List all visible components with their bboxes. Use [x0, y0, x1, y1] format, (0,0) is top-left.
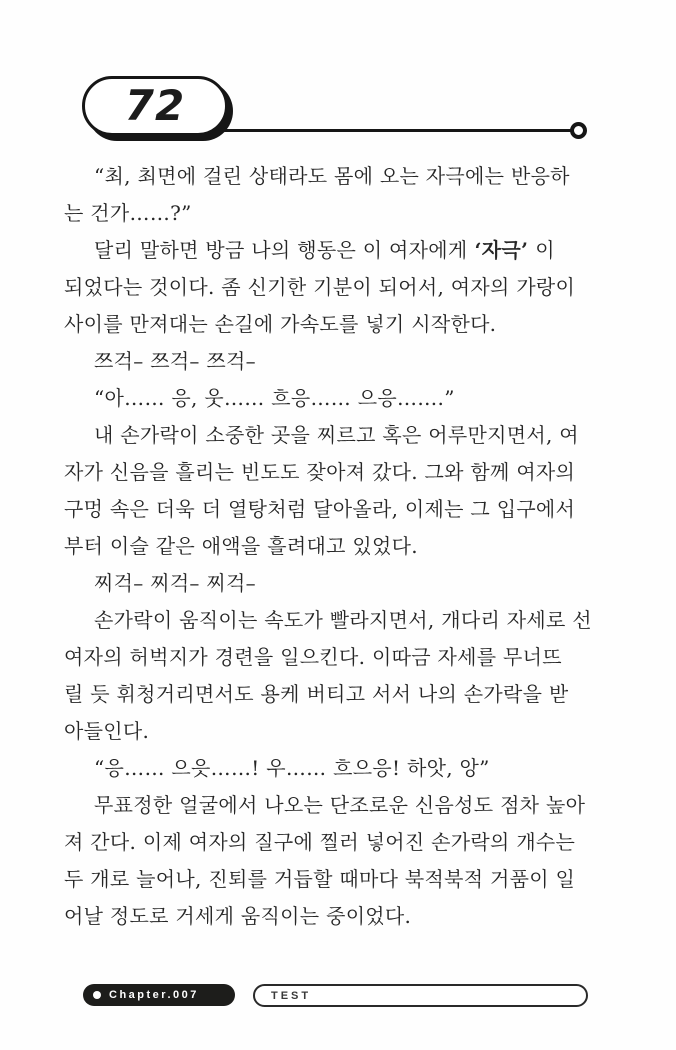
paragraph-dialogue — [64, 750, 612, 787]
text-line: “최, 최면에 걸린 상태라도 몸에 오는 자극에는 반응하 — [94, 164, 570, 188]
text-line: 손가락이 움직이는 속도가 빨라지면서, 개다리 자세로 선 — [94, 608, 592, 632]
text-line: 져 간다. 이제 여자의 질구에 찔러 넣어진 손가락의 개수는 — [64, 830, 576, 854]
header-rule-end-ring — [570, 122, 587, 139]
paragraph-narration — [64, 417, 612, 565]
body-text — [64, 158, 612, 935]
page-footer — [0, 984, 676, 1008]
paragraph-narration — [64, 787, 612, 935]
text-line: 사이를 만져대는 손길에 가속도를 넣기 시작한다. — [64, 312, 497, 336]
paragraph-narration — [64, 602, 612, 750]
paragraph-dialogue — [64, 380, 612, 417]
text-line: 달리 말하면 방금 나의 행동은 이 여자에게 ‘자극’ 이 — [94, 238, 555, 262]
paragraph-sfx — [64, 343, 612, 380]
text-line: 되었다는 것이다. 좀 신기한 기분이 되어서, 여자의 가랑이 — [64, 275, 576, 299]
running-title-box — [253, 984, 588, 1007]
text-line: 부터 이슬 같은 애액을 흘려대고 있었다. — [64, 534, 418, 558]
text-line: 두 개로 늘어나, 진퇴를 거듭할 때마다 북적북적 거품이 일 — [64, 867, 576, 891]
page-number-badge — [82, 76, 228, 136]
text-line: 어날 정도로 거세게 움직이는 중이었다. — [64, 904, 412, 928]
bullet-dot-icon — [93, 991, 101, 999]
text-line: 는 건가……?” — [64, 201, 192, 225]
paragraph-dialogue — [64, 158, 612, 232]
paragraph-sfx — [64, 565, 612, 602]
paragraph-narration — [64, 232, 612, 343]
text-line: 내 손가락이 소중한 곳을 찌르고 혹은 어루만지면서, 여 — [94, 423, 579, 447]
text-line: 아들인다. — [64, 719, 150, 743]
text-line: 쯔걱– 쯔걱– 쯔걱– — [94, 349, 256, 373]
header-rule-line — [220, 129, 572, 132]
text-line: “응…… 으읏……! 우…… 흐으응! 하앗, 앙” — [94, 756, 490, 780]
text-line: “아…… 응, 웃…… 흐응…… 으응…….” — [94, 386, 455, 410]
page-number: 72 — [124, 80, 186, 130]
text-line: 무표정한 얼굴에서 나오는 단조로운 신음성도 점차 높아 — [94, 793, 586, 817]
chapter-badge — [83, 984, 235, 1006]
text-line: 릴 듯 휘청거리면서도 용케 버티고 서서 나의 손가락을 받 — [64, 682, 569, 706]
text-line: 구멍 속은 더욱 더 열탕처럼 달아올라, 이제는 그 입구에서 — [64, 497, 576, 521]
running-title-label: TEST — [271, 989, 312, 1002]
chapter-label: Chapter.007 — [109, 989, 199, 1001]
text-line: 여자의 허벅지가 경련을 일으킨다. 이따금 자세를 무너뜨 — [64, 645, 562, 669]
text-line: 찌걱– 찌걱– 찌걱– — [94, 571, 256, 595]
text-line: 자가 신음을 흘리는 빈도도 잦아져 갔다. 그와 함께 여자의 — [64, 460, 576, 484]
